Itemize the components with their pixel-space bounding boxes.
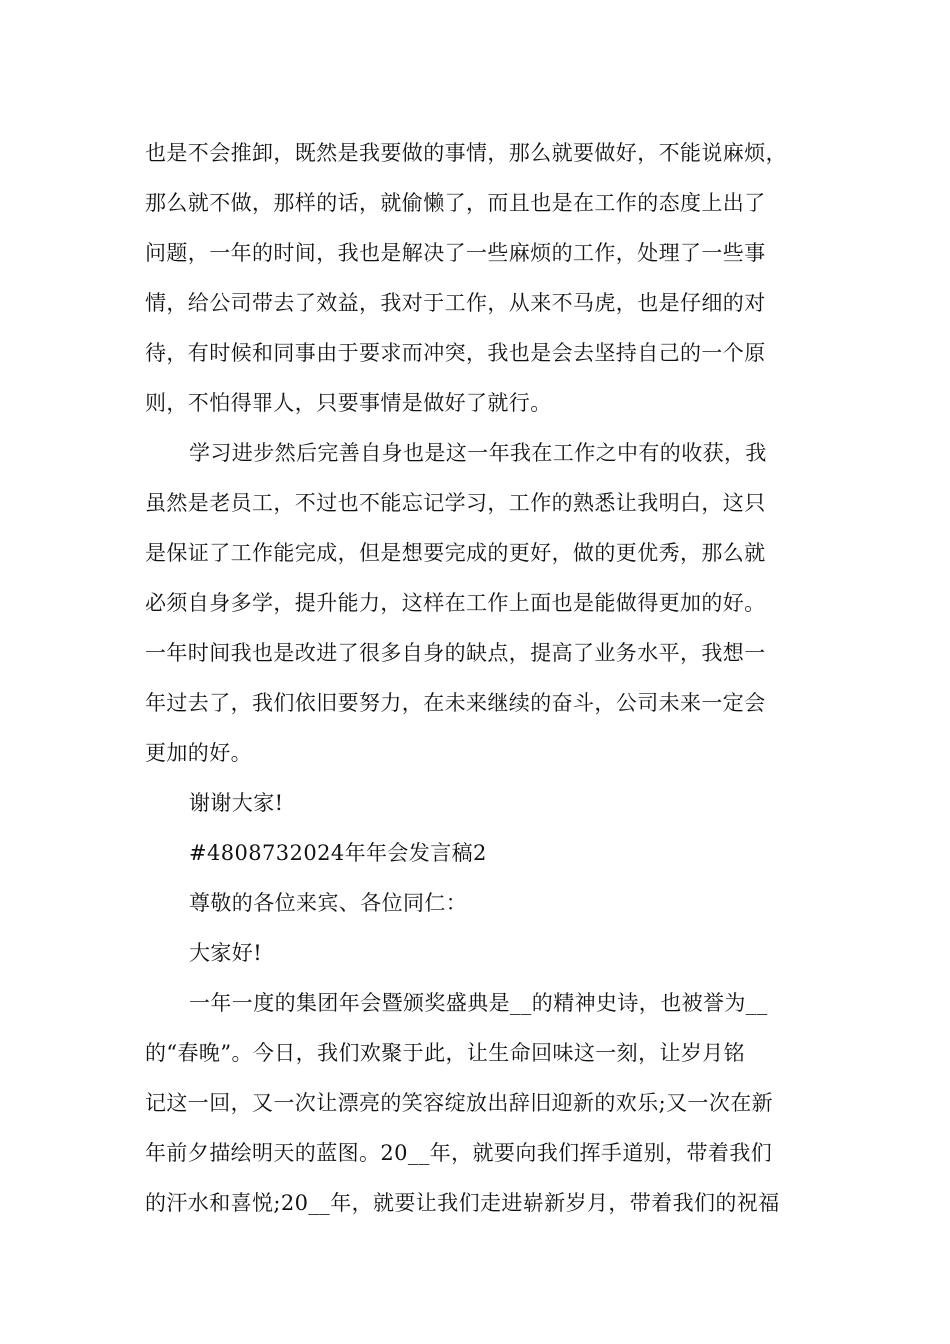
paragraph-start-line: 一年一度的集团年会暨颁奖盛典是__的精神史诗，也被誉为__	[189, 991, 768, 1015]
text-line: 待，有时候和同事由于要求而冲突，我也是会去坚持自己的一个原	[145, 341, 766, 365]
text-line: 虽然是老员工，不过也不能忘记学习，工作的熟悉让我明白，这只	[145, 491, 766, 515]
text-line: 年过去了，我们依旧要努力，在未来继续的奋斗，公司未来一定会	[145, 691, 766, 715]
text-line: 也是不会推卸，既然是我要做的事情，那么就要做好，不能说麻烦，	[145, 141, 787, 165]
text-line: 更加的好。	[145, 741, 252, 765]
text-line: 那么就不做，那样的话，就偷懒了，而且也是在工作的态度上出了	[145, 191, 766, 215]
text-line: 记这一回，又一次让漂亮的笑容绽放出辞旧迎新的欢乐;又一次在新	[145, 1091, 774, 1115]
text-line: 问题，一年的时间，我也是解决了一些麻烦的工作，处理了一些事	[145, 241, 766, 265]
salutation: 尊敬的各位来宾、各位同仁：	[189, 891, 468, 915]
text-line: 的“春晚”。今日，我们欢聚于此，让生命回味这一刻，让岁月铭	[145, 1041, 746, 1065]
text-line: 年前夕描绘明天的蓝图。20__年，就要向我们挥手道别，带着我们	[145, 1141, 773, 1165]
greeting: 大家好!	[189, 941, 263, 965]
text-line: 情，给公司带去了效益，我对于工作，从来不马虎，也是仔细的对	[145, 291, 766, 315]
text-line: 必须自身多学，提升能力，这样在工作上面也是能做得更加的好。	[145, 591, 766, 615]
text-line: 则，不怕得罪人，只要事情是做好了就行。	[145, 391, 552, 415]
section-heading: #4808732024年年会发言稿2	[189, 841, 487, 865]
text-line: 的汗水和喜悦;20__年，就要让我们走进崭新岁月，带着我们的祝福	[145, 1191, 780, 1215]
closing-thanks: 谢谢大家!	[189, 791, 284, 815]
text-line: 一年时间我也是改进了很多自身的缺点，提高了业务水平，我想一	[145, 641, 766, 665]
document-body	[145, 128, 817, 1228]
text-line: 是保证了工作能完成，但是想要完成的更好，做的更优秀，那么就	[145, 541, 766, 565]
paragraph-start-line: 学习进步然后完善自身也是这一年我在工作之中有的收获，我	[189, 441, 767, 465]
